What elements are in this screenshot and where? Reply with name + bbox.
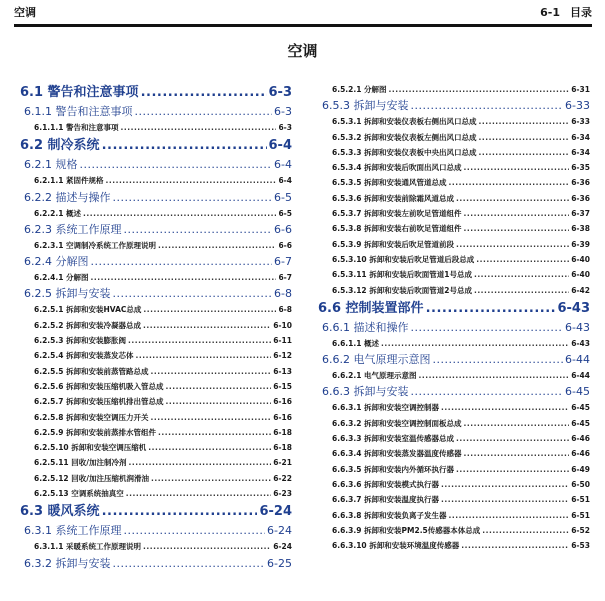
- dot-leader: [474, 267, 569, 282]
- toc-entry-level-3[interactable]: [20, 410, 292, 425]
- toc-entry-level-3[interactable]: [20, 364, 292, 379]
- toc-entry-label: 6.2.5.8 拆卸和安装空调压力开关: [34, 412, 149, 422]
- toc-entry-page: 6-39: [571, 239, 590, 249]
- toc-entry-page: 6-24: [259, 504, 292, 520]
- toc-entry-page: 6-10: [273, 320, 292, 330]
- dot-leader: [389, 82, 570, 97]
- toc-entry-level-2[interactable]: [20, 285, 292, 302]
- header-right: [540, 4, 592, 20]
- toc-entry-level-3[interactable]: [318, 368, 590, 383]
- toc-entry-page: 6-43: [557, 300, 590, 316]
- toc-entry-level-2[interactable]: [318, 97, 590, 114]
- dot-leader: [426, 298, 556, 319]
- toc-entry-level-3[interactable]: [318, 175, 590, 190]
- dot-leader: [419, 368, 570, 383]
- toc-entry-label: 6.2.5.13 空调系统抽真空: [34, 489, 124, 499]
- dot-leader: [113, 189, 273, 206]
- dot-leader: [126, 486, 271, 501]
- toc-entry-label: 6.1.1.1 警告和注意事项: [34, 123, 119, 132]
- toc-entry-level-3[interactable]: [318, 237, 590, 252]
- toc-entry-label: 6.3.2 拆卸与安装: [24, 556, 111, 570]
- toc-entry-level-2[interactable]: [318, 351, 590, 368]
- dot-leader: [461, 538, 569, 553]
- toc-entry-page: 6-22: [273, 473, 292, 483]
- toc-entry-level-3[interactable]: [20, 348, 292, 363]
- toc-entry-page: 6-35: [571, 163, 590, 173]
- toc-entry-level-3[interactable]: [318, 114, 590, 129]
- toc-entry-label: 6.5.3.4 拆卸和安装后吹面出风口总成: [332, 163, 462, 173]
- toc-entry-label: 6.2.5.2 拆卸和安装冷凝器总成: [34, 320, 142, 330]
- toc-entry-level-3[interactable]: [20, 318, 292, 333]
- toc-entry-level-3[interactable]: [318, 267, 590, 282]
- toc-entry-page: 6-46: [571, 434, 590, 444]
- dot-leader: [113, 555, 266, 572]
- toc-entry-level-2[interactable]: [20, 253, 292, 270]
- toc-entry-level-3[interactable]: [20, 539, 292, 554]
- toc-entry-label: 6.2.5.6 拆卸和安装压缩机吸入管总成: [34, 381, 164, 391]
- toc-entry-label: 6.2.5.3 拆卸和安装膨胀阀: [34, 336, 127, 346]
- toc-entry-page: 6-12: [273, 351, 292, 361]
- toc-entry-page: 6-11: [273, 336, 292, 346]
- toc-entry-level-3[interactable]: [318, 508, 590, 523]
- toc-entry-label: 6.5.3.7 拆卸和安装左前吹足管道组件: [332, 209, 462, 219]
- dot-leader: [464, 416, 570, 431]
- toc-entry-page: 6-21: [273, 458, 292, 468]
- toc-entry-label: 6.6.3.7 拆卸和安装温度执行器: [332, 495, 440, 505]
- toc-entry-label: 6.2.3 系统工作原理: [24, 222, 122, 236]
- dot-leader: [83, 206, 276, 221]
- toc-entry-label: 6.5.3.11 拆卸和安装后吹面管道1号总成: [332, 270, 472, 280]
- toc-entry-label: 6.5.3.9 拆卸和安装后吹足管道前段: [332, 239, 455, 249]
- toc-entry-page: 6-6: [274, 222, 292, 236]
- toc-entry-page: 6-46: [571, 449, 590, 459]
- dot-leader: [136, 348, 272, 363]
- toc-entry-level-3[interactable]: [318, 477, 590, 492]
- toc-entry-label: 6.5.3.1 拆卸和安装仪表板右侧出风口总成: [332, 117, 477, 127]
- dot-leader: [151, 364, 272, 379]
- dot-leader: [464, 160, 570, 175]
- toc-entry-level-3[interactable]: [20, 333, 292, 348]
- toc-entry-label: 6.1.1 警告和注意事项: [24, 105, 133, 118]
- toc-entry-level-3[interactable]: [20, 425, 292, 440]
- toc-entry-label: 6.2.2 描述与操作: [24, 190, 111, 204]
- dot-leader: [464, 446, 570, 461]
- dot-leader: [456, 237, 569, 252]
- toc-right-column: [318, 82, 590, 553]
- toc-entry-page: 6-33: [565, 99, 590, 113]
- toc-entry-level-2[interactable]: [20, 221, 292, 238]
- dot-leader: [411, 97, 564, 114]
- toc-entry-level-2[interactable]: [20, 522, 292, 539]
- toc-entry-page: 6-8: [274, 287, 292, 301]
- toc-entry-label: 6.2.5.10 拆卸和安装空调压缩机: [34, 443, 147, 453]
- toc-entry-page: 6-25: [267, 556, 292, 570]
- toc-entry-page: 6-31: [571, 85, 590, 94]
- toc-entry-page: 6-51: [571, 510, 590, 520]
- toc-entry-level-3[interactable]: [20, 471, 292, 486]
- dot-leader: [464, 221, 570, 236]
- dot-leader: [102, 501, 258, 522]
- toc-entry-level-3[interactable]: [318, 336, 590, 351]
- toc-entry-level-3[interactable]: [318, 145, 590, 160]
- toc-entry-label: 6.5.3.10 拆卸和安装后吹足管道后段总成: [332, 254, 475, 264]
- toc-entry-level-3[interactable]: [318, 252, 590, 267]
- toc-entry-page: 6-15: [273, 381, 292, 391]
- toc-entry-page: 6-7: [274, 255, 292, 269]
- dot-leader: [91, 270, 277, 285]
- toc-entry-page: 6-18: [273, 443, 292, 453]
- toc-entry-level-2[interactable]: [20, 555, 292, 572]
- toc-entry-level-1[interactable]: [20, 501, 292, 522]
- dot-leader: [449, 508, 570, 523]
- toc-entry-page: 6-44: [571, 371, 590, 381]
- dot-leader: [456, 462, 569, 477]
- toc-entry-page: 6-33: [571, 117, 590, 127]
- toc-entry-level-3[interactable]: [20, 486, 292, 501]
- toc-entry-level-3[interactable]: [20, 455, 292, 470]
- toc-entry-level-1[interactable]: [20, 135, 292, 156]
- dot-leader: [151, 471, 271, 486]
- toc-entry-level-3[interactable]: [318, 462, 590, 477]
- toc-entry-label: 6.6.3.9 拆卸和安装PM2.5传感器本体总成: [332, 525, 481, 535]
- toc-entry-label: 6.6.3.3 拆卸和安装室温传感器总成: [332, 434, 455, 444]
- toc-entry-page: 6-23: [273, 489, 292, 499]
- toc-entry-page: 6-8: [278, 305, 292, 315]
- toc-entry-level-3[interactable]: [318, 416, 590, 431]
- toc-entry-level-2[interactable]: [20, 189, 292, 206]
- dot-leader: [482, 523, 569, 538]
- toc-entry-level-1[interactable]: [20, 82, 292, 103]
- toc-entry-label: 6.6.3.2 拆卸和安装空调控制面板总成: [332, 418, 462, 428]
- dot-leader: [158, 425, 271, 440]
- toc-entry-page: 6-13: [273, 366, 292, 376]
- dot-leader: [143, 539, 271, 554]
- toc-entry-page: 6-45: [571, 403, 590, 413]
- dot-leader: [106, 173, 277, 188]
- toc-entry-label: 6.3.1 系统工作原理: [24, 524, 122, 538]
- toc-entry-page: 6-53: [571, 541, 590, 551]
- toc-entry-label: 6.5.3.5 拆卸和安装通风管道总成: [332, 178, 447, 188]
- dot-leader: [474, 283, 569, 298]
- toc-entry-level-3[interactable]: [318, 221, 590, 236]
- toc-entry-level-3[interactable]: [318, 283, 590, 298]
- toc-entry-page: 6-34: [571, 147, 590, 157]
- dot-leader: [456, 191, 569, 206]
- section-label: 目录: [570, 6, 592, 19]
- toc-entry-label: 6.5.2.1 分解图: [332, 85, 387, 94]
- dot-leader: [135, 103, 273, 120]
- toc-entry-page: 6-24: [267, 524, 292, 538]
- toc-entry-label: 6.5.3.12 拆卸和安装后吹面管道2号总成: [332, 285, 472, 295]
- toc-entry-label: 6.6.1.1 概述: [332, 338, 380, 348]
- toc-entry-level-2[interactable]: [20, 103, 292, 120]
- dot-leader: [381, 336, 569, 351]
- toc-entry-level-3[interactable]: [318, 523, 590, 538]
- toc-entry-label: 6.2.5.4 拆卸和安装蒸发芯体: [34, 351, 134, 361]
- dot-leader: [479, 114, 570, 129]
- toc-entry-label: 6.2.5.9 拆卸和安装前蒸排水管组件: [34, 427, 157, 437]
- toc-entry-level-3[interactable]: [20, 302, 292, 317]
- toc-entry-page: 6-45: [565, 385, 590, 399]
- toc-entry-level-3[interactable]: [318, 160, 590, 175]
- toc-entry-level-3[interactable]: [318, 206, 590, 221]
- dot-leader: [441, 477, 569, 492]
- dot-leader: [143, 318, 271, 333]
- toc-entry-page: 6-52: [571, 525, 590, 535]
- toc-entry-label: 6.2.5.5 拆卸和安装前蒸管路总成: [34, 366, 149, 376]
- dot-leader: [151, 410, 272, 425]
- toc-entry-page: 6-38: [571, 224, 590, 234]
- toc-entry-level-2[interactable]: [20, 156, 292, 173]
- toc-entry-page: 6-40: [571, 270, 590, 280]
- toc-entry-label: 6.2.1.1 紧固件规格: [34, 176, 104, 186]
- toc-entry-page: 6-18: [273, 427, 292, 437]
- dot-leader: [479, 130, 570, 145]
- toc-entry-page: 6-50: [571, 479, 590, 489]
- toc-entry-label: 6.5.3.3 拆卸和安装仪表板中央出风口总成: [332, 147, 477, 157]
- dot-leader: [124, 221, 273, 238]
- toc-entry-page: 6-3: [274, 105, 292, 118]
- dot-leader: [143, 302, 276, 317]
- toc-entry-level-3[interactable]: [318, 82, 590, 97]
- dot-leader: [456, 431, 569, 446]
- toc-entry-label: 6.2.5.11 回收/加注制冷剂: [34, 458, 127, 468]
- toc-entry-page: 6-4: [278, 176, 292, 186]
- toc-entry-page: 6-43: [565, 320, 590, 334]
- dot-leader: [479, 145, 570, 160]
- toc-entry-page: 6-3: [268, 85, 292, 100]
- dot-leader: [464, 206, 570, 221]
- toc-left-column: [20, 82, 292, 572]
- toc-entry-page: 6-49: [571, 464, 590, 474]
- toc-entry-page: 6-43: [571, 338, 590, 348]
- dot-leader: [141, 82, 267, 103]
- toc-entry-level-3[interactable]: [20, 394, 292, 409]
- toc-entry-level-3[interactable]: [20, 270, 292, 285]
- toc-entry-page: 6-16: [273, 397, 292, 407]
- toc-entry-level-3[interactable]: [20, 120, 292, 135]
- dot-leader: [148, 440, 271, 455]
- toc-entry-level-2[interactable]: [318, 319, 590, 336]
- toc-entry-label: 6.2.4.1 分解图: [34, 273, 89, 283]
- toc-entry-page: 6-44: [565, 353, 590, 367]
- dot-leader: [166, 394, 272, 409]
- toc-entry-label: 6.2.2.1 概述: [34, 208, 82, 218]
- section-number: 6-1: [540, 6, 560, 19]
- page-title: 空调: [287, 42, 318, 60]
- dot-leader: [433, 351, 564, 368]
- toc-entry-label: 6.5.3.6 拆卸和安装前除霜风道总成: [332, 193, 455, 203]
- toc-entry-level-3[interactable]: [318, 191, 590, 206]
- toc-entry-label: 6.2.3.1 空调制冷系统工作原理说明: [34, 240, 157, 250]
- chapter-name: 空调: [14, 6, 36, 19]
- toc-entry-level-3[interactable]: [318, 431, 590, 446]
- toc-entry-page: 6-37: [571, 209, 590, 219]
- toc-entry-label: 6.6.2.1 电气原理示意图: [332, 371, 417, 381]
- toc-entry-level-3[interactable]: [318, 538, 590, 553]
- toc-entry-page: 6-5: [274, 190, 292, 204]
- toc-entry-page: 6-51: [571, 495, 590, 505]
- dot-leader: [129, 455, 272, 470]
- toc-entry-page: 6-45: [571, 418, 590, 428]
- toc-entry-page: 6-4: [268, 138, 292, 154]
- toc-entry-level-3[interactable]: [20, 173, 292, 188]
- toc-entry-page: 6-42: [571, 285, 590, 295]
- dot-leader: [102, 135, 267, 156]
- toc-entry-label: 6.6.3 拆卸与安装: [322, 385, 409, 399]
- toc-entry-page: 6-36: [571, 178, 590, 188]
- dot-leader: [80, 156, 273, 173]
- toc-entry-page: 6-36: [571, 193, 590, 203]
- toc-entry-label: 6.5.3 拆卸与安装: [322, 99, 409, 113]
- dot-leader: [441, 400, 569, 415]
- toc-entry-label: 6.6.3.4 拆卸和安装蒸发器温度传感器: [332, 449, 462, 459]
- toc-entry-label: 6.6.3.8 拆卸和安装负离子发生器: [332, 510, 447, 520]
- toc-entry-page: 6-34: [571, 132, 590, 142]
- toc-entry-label: 6.3 暖风系统: [20, 504, 100, 520]
- toc-entry-label: 6.2.5.12 回收/加注压缩机润滑油: [34, 473, 149, 483]
- toc-entry-page: 6-16: [273, 412, 292, 422]
- toc-entry-label: 6.5.3.8 拆卸和安装右前吹足管道组件: [332, 224, 462, 234]
- toc-entry-label: 6.6.3.10 拆卸和安装环境温度传感器: [332, 541, 460, 551]
- dot-leader: [411, 383, 564, 400]
- toc-entry-level-3[interactable]: [318, 492, 590, 507]
- dot-leader: [476, 252, 569, 267]
- toc-entry-level-3[interactable]: [318, 130, 590, 145]
- toc-entry-label: 6.2.5.7 拆卸和安装压缩机排出管总成: [34, 397, 164, 407]
- toc-entry-level-2[interactable]: [318, 383, 590, 400]
- dot-leader: [91, 253, 273, 270]
- page-header: [14, 0, 592, 22]
- dot-leader: [449, 175, 570, 190]
- toc-entry-page: 6-3: [278, 123, 292, 132]
- toc-entry-level-3[interactable]: [20, 238, 292, 253]
- toc-entry-label: 6.3.1.1 采暖系统工作原理说明: [34, 542, 142, 552]
- toc-entry-level-1[interactable]: [318, 298, 590, 319]
- toc-entry-page: 6-4: [274, 158, 292, 172]
- toc-entry-label: 6.2.1 规格: [24, 158, 78, 172]
- toc-entry-page: 6-6: [278, 240, 292, 250]
- toc-entry-level-3[interactable]: [318, 400, 590, 415]
- toc-entry-label: 6.6.3.1 拆卸和安装空调控制器: [332, 403, 440, 413]
- toc-entry-level-3[interactable]: [318, 446, 590, 461]
- toc-entry-page: 6-7: [278, 273, 292, 283]
- dot-leader: [441, 492, 569, 507]
- toc-entry-label: 6.2.5 拆卸与安装: [24, 287, 111, 301]
- toc-entry-label: 6.2.5.1 拆卸和安装HVAC总成: [34, 305, 142, 315]
- toc-entry-level-3[interactable]: [20, 440, 292, 455]
- dot-leader: [121, 120, 277, 135]
- toc-entry-label: 6.2 制冷系统: [20, 138, 100, 154]
- dot-leader: [113, 285, 273, 302]
- toc-entry-level-3[interactable]: [20, 206, 292, 221]
- toc-entry-level-3[interactable]: [20, 379, 292, 394]
- toc-entry-label: 6.5.3.2 拆卸和安装仪表板左侧出风口总成: [332, 132, 477, 142]
- toc-entry-label: 6.6.2 电气原理示意图: [322, 353, 431, 367]
- toc-entry-label: 6.2.4 分解图: [24, 255, 89, 269]
- toc-entry-label: 6.6.3.6 拆卸和安装模式执行器: [332, 479, 440, 489]
- dot-leader: [166, 379, 272, 394]
- toc-entry-page: 6-5: [278, 208, 292, 218]
- dot-leader: [411, 319, 564, 336]
- dot-leader: [128, 333, 271, 348]
- toc-entry-label: 6.6.3.5 拆卸和安装内外循环执行器: [332, 464, 455, 474]
- header-rule: [14, 24, 592, 27]
- dot-leader: [124, 522, 266, 539]
- toc-entry-page: 6-40: [571, 254, 590, 264]
- toc-entry-page: 6-24: [273, 542, 292, 552]
- dot-leader: [158, 238, 276, 253]
- toc-entry-label: 6.6 控制装置部件: [318, 300, 424, 316]
- toc-entry-label: 6.6.1 描述和操作: [322, 320, 409, 334]
- toc-entry-label: 6.1 警告和注意事项: [20, 85, 139, 100]
